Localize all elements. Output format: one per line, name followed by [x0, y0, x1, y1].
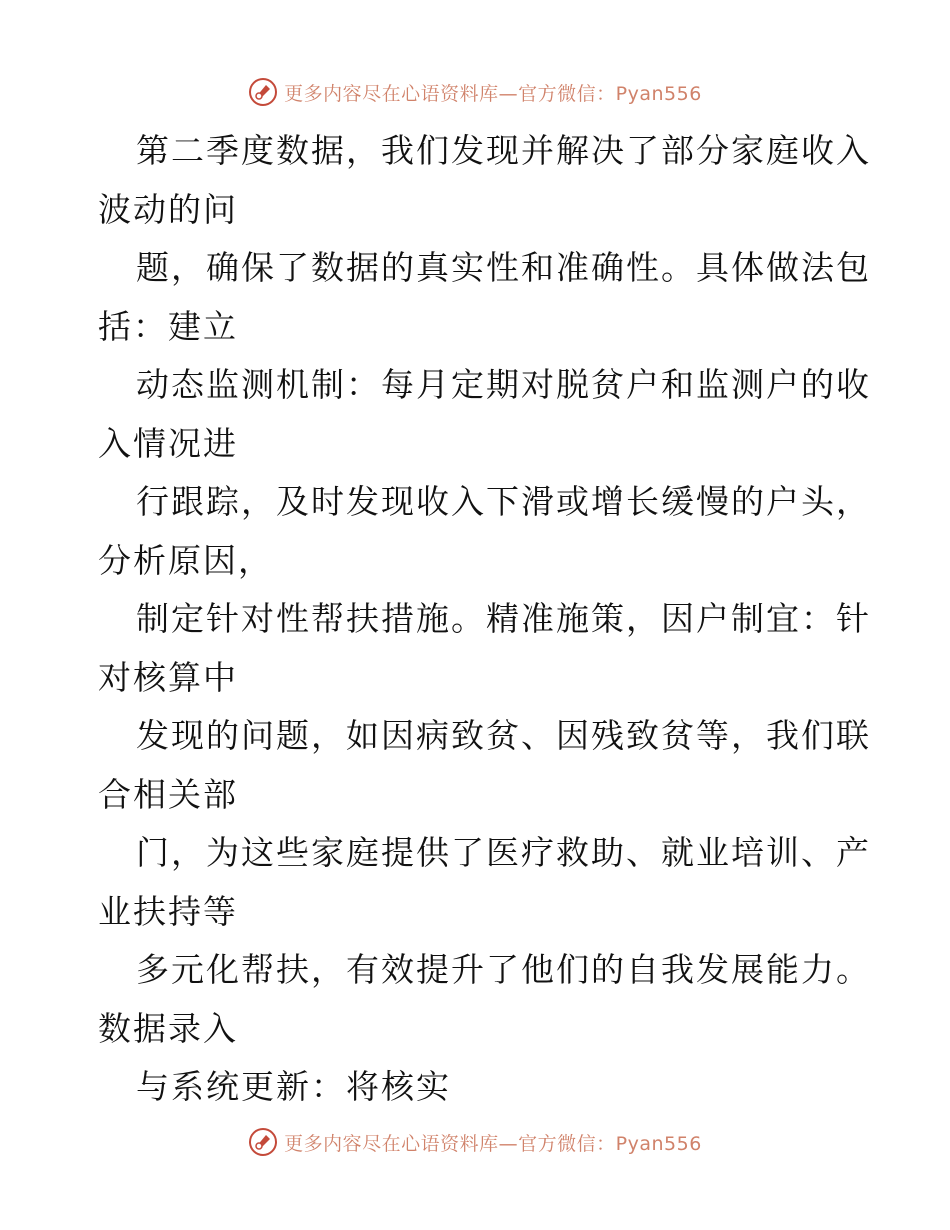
document-body — [98, 122, 871, 1117]
text-line: 动态监测机制：每月定期对脱贫户和监测户的收 — [136, 365, 871, 404]
text-line: 波动的问 — [98, 189, 238, 229]
watermark-text: 更多内容尽在心语资料库—官方微信：Pyan556 — [284, 1132, 702, 1155]
text-line: 门，为这些家庭提供了医疗救助、就业培训、产 — [136, 833, 871, 872]
text-line: 多元化帮扶，有效提升了他们的自我发展能力。 — [136, 950, 871, 989]
watermark-logo-icon — [248, 1127, 278, 1157]
text-line: 与系统更新：将核实 — [136, 1067, 451, 1106]
text-line: 发现的问题，如因病致贫、因残致贫等，我们联 — [136, 716, 871, 755]
text-line: 数据录入 — [98, 1008, 238, 1048]
text-line: 题，确保了数据的真实性和准确性。具体做法包 — [136, 248, 871, 287]
text-line: 制定针对性帮扶措施。精准施策，因户制宜：针 — [136, 599, 871, 638]
text-line: 业扶持等 — [98, 891, 238, 931]
text-line: 分析原因， — [98, 540, 273, 580]
watermark-logo-icon — [248, 77, 278, 107]
watermark-text: 更多内容尽在心语资料库—官方微信：Pyan556 — [284, 82, 702, 105]
text-line: 第二季度数据，我们发现并解决了部分家庭收入 — [136, 131, 871, 170]
text-line: 入情况进 — [98, 423, 238, 463]
text-line: 行跟踪，及时发现收入下滑或增长缓慢的户头， — [136, 482, 871, 521]
text-line: 括：建立 — [98, 306, 238, 346]
header-watermark-banner — [0, 72, 950, 112]
text-line: 合相关部 — [98, 774, 238, 814]
text-line: 对核算中 — [98, 657, 238, 697]
footer-watermark-banner — [0, 1122, 950, 1162]
